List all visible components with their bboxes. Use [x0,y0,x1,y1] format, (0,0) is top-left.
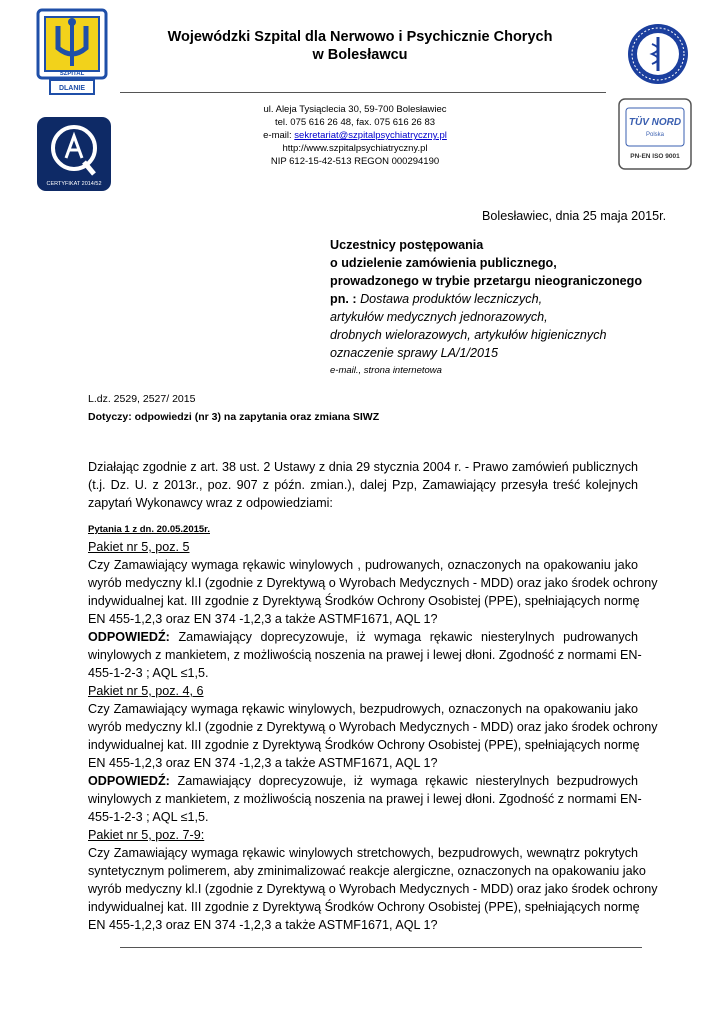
answer-line: ODPOWIEDŹ: Zamawiający doprecyzowuje, iż wymaga rękawic niesterylnych bezpudrowych [88,774,638,788]
question-line: Czy Zamawiający wymaga rękawic winylowych , pudrowanych, oznaczonych na opakowaniu jako [88,558,638,572]
question-line: EN 455-1,2,3 oraz EN 374 -1,2,3 a także ASTMF1671, AQL 1? [88,756,438,770]
answer-line: 455-1-2-3 ; AQL ≤1,5. [88,810,209,824]
subject-prefix: pn. : [330,292,361,306]
regarding: Dotyczy: odpowiedzi (nr 3) na zapytania oraz zmiana SIWZ [88,411,380,423]
question-line: wyrób medyczny kl.I (zgodnie z Dyrektywą o Wyrobach Medycznych - MDD) oraz jako środek ochrony [88,720,658,734]
svg-text:CERTYFIKAT 2014/52: CERTYFIKAT 2014/52 [46,181,102,187]
email-label: e-mail: [263,130,295,141]
question-line: syntetycznym polimerem, aby zminimalizować reakcje alergiczne, oznaczonych na opakowaniu jako [88,864,646,878]
package-heading: Pakiet nr 5, poz. 7-9: [88,828,205,842]
hospital-name: Wojewódzki Szpital dla Nerwowo i Psychicznie Chorych [167,29,553,45]
hospital-website: http://www.szpitalpsychiatryczny.pl [282,143,428,154]
answer-label: ODPOWIEDŹ: [88,774,170,788]
answer-line: 455-1-2-3 ; AQL ≤1,5. [88,666,209,680]
answer-label: ODPOWIEDŹ: [88,630,170,644]
question-line: indywidualnej kat. III zgodnie z Dyrektywą Środków Ochrony Osobistej (PPE), spełniających normę [88,738,640,752]
case-reference: oznaczenie sprawy LA/1/2015 [330,346,499,360]
addressee-line: Uczestnicy postępowania [330,238,484,252]
subject-line: drobnych wielorazowych, artykułów higienicznych [330,328,607,342]
hospital-phone: tel. 075 616 26 48, fax. 075 616 26 83 [274,117,436,128]
svg-text:TÜV NORD: TÜV NORD [628,117,682,128]
svg-text:PN-EN ISO 9001: PN-EN ISO 9001 [630,153,680,160]
place-date: Bolesławiec, dnia 25 maja 2015r. [482,209,667,223]
hospital-address: ul. Aleja Tysiąclecia 30, 59-700 Bolesławiec [263,104,447,115]
footer-divider [120,947,642,948]
answer-line: winylowych z mankietem, z możliwością noszenia na prawej i lewej dłoni. Zgodność z normami EN- [88,648,642,662]
svg-text:DLANIE: DLANIE [58,85,86,92]
email-link[interactable]: sekretariat@szpitalpsychiatryczny.pl [294,130,447,141]
header-divider [120,92,606,93]
question-line: Czy Zamawiający wymaga rękawic winylowych, bezpudrowych, oznaczonych na opakowaniu jako [88,702,638,716]
intro-line: zapytań Wykonawcy wraz z odpowiedziami: [88,496,333,510]
question-line: EN 455-1,2,3 oraz EN 374 -1,2,3 a także ASTMF1671, AQL 1? [88,612,438,626]
hospital-email-line [170,129,540,142]
ref-number: L.dz. 2529, 2527/ 2015 [88,393,196,405]
delivery-method: e-mail., strona internetowa [330,365,442,376]
question-line: Czy Zamawiający wymaga rękawic winylowych stretchowych, bezpudrowych, wewnątrz pokrytych [88,846,638,860]
question-line: wyrób medyczny kl.I (zgodnie z Dyrektywą o Wyrobach Medycznych - MDD) oraz jako środek ochrony [88,882,658,896]
intro-line: (t.j. Dz. U. z 2013r., poz. 907 z późn. zmian.), dalej Pzp, Zamawiający przesyła treść kolejnych [88,478,638,492]
subject-line: artykułów medycznych jednorazowych, [330,310,548,324]
hospital-ids: NIP 612-15-42-513 REGON 000294190 [270,156,440,167]
subject-line: pn. : Dostawa produktów leczniczych, [330,292,543,306]
svg-text:SZPITAL: SZPITAL [59,71,85,77]
answer-line: ODPOWIEDŹ: Zamawiający doprecyzowuje, iż wymaga rękawic niesterylnych pudrowanych [88,630,638,644]
medical-seal-logo [626,22,690,86]
hospital-city: w Bolesławcu [312,47,408,63]
question-line: indywidualnej kat. III zgodnie z Dyrektywą Środków Ochrony Osobistej (PPE), spełniających normę [88,900,640,914]
addressee-line: o udzielenie zamówienia publicznego, [330,256,557,270]
package-heading: Pakiet nr 5, poz. 5 [88,540,190,554]
package-heading: Pakiet nr 5, poz. 4, 6 [88,684,204,698]
hospital-logo [36,8,108,98]
question-line: EN 455-1,2,3 oraz EN 374 -1,2,3 a także ASTMF1671, AQL 1? [88,918,438,932]
questions-heading: Pytania 1 z dn. 20.05.2015r. [88,524,210,535]
tuv-nord-logo [618,98,692,170]
svg-text:Polska: Polska [645,132,665,138]
question-line: indywidualnej kat. III zgodnie z Dyrektywą Środków Ochrony Osobistej (PPE), spełniających normę [88,594,640,608]
answer-line: winylowych z mankietem, z możliwością noszenia na prawej i lewej dłoni. Zgodność z normami EN- [88,792,642,806]
question-line: wyrób medyczny kl.I (zgodnie z Dyrektywą o Wyrobach Medycznych - MDD) oraz jako środek ochrony [88,576,658,590]
intro-line: Działając zgodnie z art. 38 ust. 2 Ustawy z dnia 29 stycznia 2004 r. - Prawo zamówień publicznych [88,460,638,474]
addressee-line: prowadzonego w trybie przetargu nieograniczonego [330,274,643,288]
quality-certificate-logo [36,116,112,192]
